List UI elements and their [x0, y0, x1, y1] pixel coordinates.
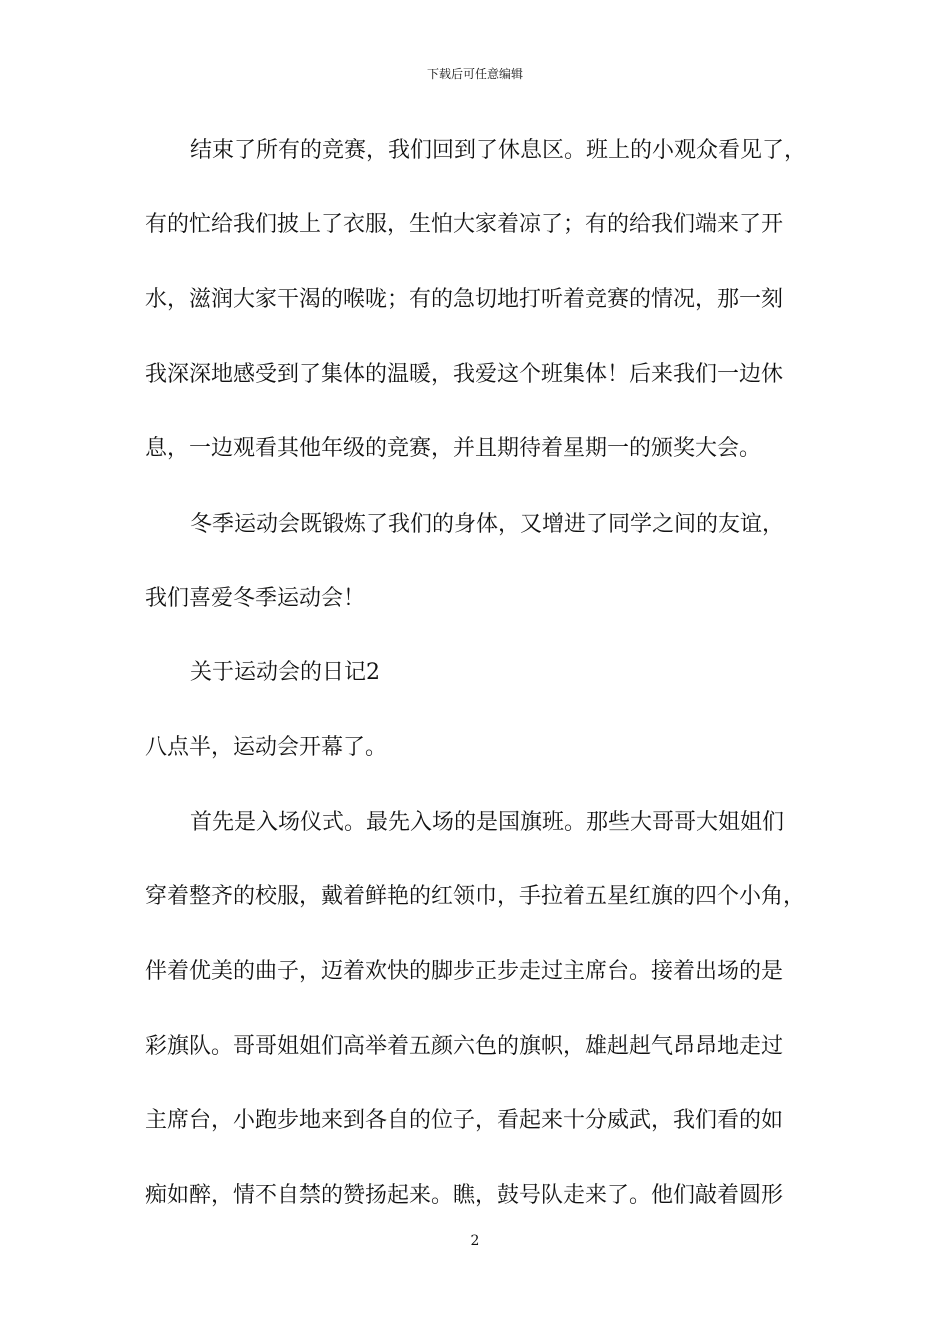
text-line: 我深深地感受到了集体的温暖，我爱这个班集体！后来我们一边休 [145, 362, 784, 387]
page-header: 下载后可任意编辑 [426, 67, 523, 81]
text-line: 穿着整齐的校服，戴着鲜艳的红领巾，手拉着五星红旗的四个小角， [145, 884, 806, 909]
text-line: 首先是入场仪式。最先入场的是国旗班。那些大哥哥大姐姐们 [190, 810, 785, 835]
text-line: 伴着优美的曲子，迈着欢快的脚步正步走过主席台。接着出场的是 [145, 959, 784, 984]
page-number: 2 [470, 1233, 480, 1249]
text-line: 结束了所有的竞赛，我们回到了休息区。班上的小观众看见了， [190, 138, 807, 163]
text-line: 水，滋润大家干渴的喉咙；有的急切地打听着竞赛的情况，那一刻 [145, 287, 784, 312]
text-line: 八点半，运动会开幕了。 [145, 735, 388, 760]
text-line: 冬季运动会既锻炼了我们的身体，又增进了同学之间的友谊， [190, 512, 785, 537]
text-line: 彩旗队。哥哥姐姐们高举着五颜六色的旗帜，雄赳赳气昂昂地走过 [145, 1034, 784, 1059]
text-line: 主席台，小跑步地来到各自的位子，看起来十分威武，我们看的如 [145, 1108, 784, 1133]
text-line: 我们喜爱冬季运动会！ [145, 586, 366, 611]
text-line: 息，一边观看其他年级的竞赛，并且期待着星期一的颁奖大会。 [145, 436, 762, 461]
text-line: 有的忙给我们披上了衣服，生怕大家着凉了；有的给我们端来了开 [145, 212, 784, 237]
section-title: 关于运动会的日记2 [190, 660, 380, 685]
text-line: 痴如醉，情不自禁的赞扬起来。瞧，鼓号队走来了。他们敲着圆形 [145, 1183, 784, 1208]
